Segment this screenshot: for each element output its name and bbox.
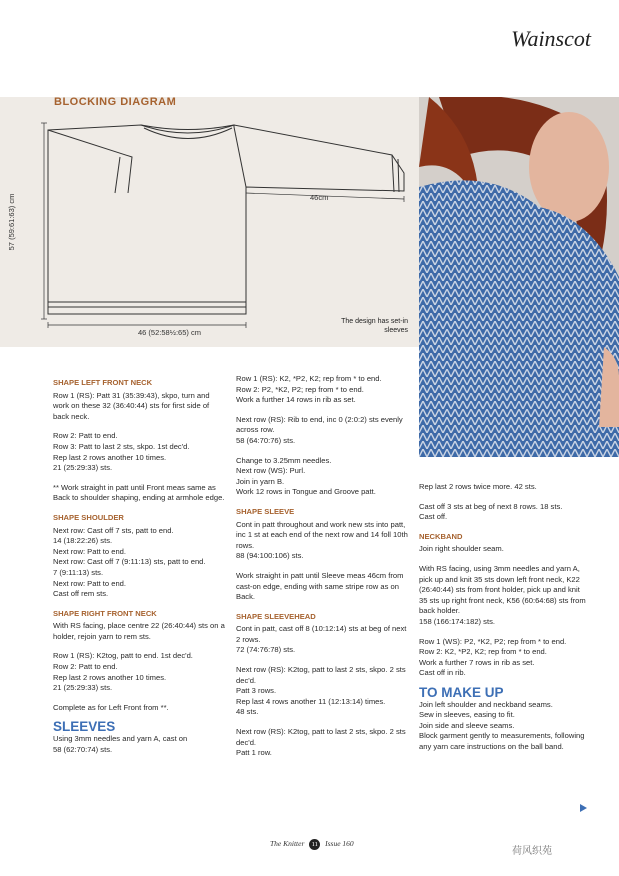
page-number: 11: [309, 839, 320, 850]
instruction-paragraph: Complete as for Left Front from **.: [53, 702, 169, 712]
pattern-title: Wainscot: [511, 26, 591, 51]
instruction-paragraph: Cont in patt throughout and work new sts into patt, inc 1 st at each end of the next row and 14 foll 10th rows. 88 (94:100:106) sts.: [236, 519, 408, 561]
instruction-paragraph: Work straight in patt until Sleeve meas 46cm from cast-on edge, ending with same stripe row as on Back.: [236, 570, 404, 602]
instruction-paragraph: Join left shoulder and neckband seams. Sew in sleeves, easing to fit. Join side and sleeve seams. Block garment gently to measurements, following any yarn care instructions on the ball band.: [419, 699, 585, 751]
magazine-name: The Knitter: [270, 839, 305, 849]
instruction-paragraph: With RS facing, place centre 22 (26:40:44) sts on a holder, rejoin yarn to rem sts.: [53, 621, 225, 641]
continue-arrow-icon: [580, 804, 587, 812]
instruction-paragraph: Change to 3.25mm needles. Next row (WS): Purl. Join in yarn B. Work 12 rows in Tongue and Groove patt.: [236, 455, 376, 497]
section-title: TO MAKE UP: [419, 684, 504, 700]
model-photo: [419, 97, 619, 457]
section-heading: SHAPE LEFT FRONT NECK: [53, 378, 153, 387]
instruction-paragraph: Row 1 (RS): Patt 31 (35:39:43), skpo, turn and work on these 32 (36:40:44) sts for first side of back neck.: [53, 390, 210, 421]
instruction-paragraph: Next row (RS): K2tog, patt to last 2 sts, skpo. 2 sts dec'd. Patt 1 row.: [236, 727, 406, 758]
instruction-paragraph: Rep last 2 rows twice more. 42 sts.: [419, 482, 537, 491]
watermark: 荷风织苑: [512, 846, 552, 857]
instructions-column-1: [53, 372, 225, 764]
section-heading: NECKBAND: [419, 531, 463, 541]
issue-number: Issue 160: [325, 839, 354, 849]
instruction-paragraph: Row 1 (RS): K2tog, patt to end. 1st dec'd. Row 2: Patt to end. Rep last 2 rows another 10 times. 21 (25:29:33) sts.: [53, 651, 193, 693]
instruction-paragraph: With RS facing, using 3mm needles and yarn A, pick up and knit 35 sts down left front neck, K22 (26:40:44) sts from front holder, pick up and knit 35 sts up right front neck, K56 (60:64:68) sts from back holder. 158 (166:174:182) sts.: [419, 563, 586, 626]
blocking-diagram-heading: BLOCKING DIAGRAM: [54, 96, 177, 108]
instruction-paragraph: Cont in patt, cast off 8 (10:12:14) sts at beg of next 2 rows. 72 (74:76:78) sts.: [236, 624, 407, 655]
section-title: SLEEVES: [53, 719, 116, 735]
section-heading: SHAPE SLEEVEHEAD: [236, 611, 316, 621]
instruction-paragraph: Next row (RS): Rib to end, inc 0 (2:0:2) sts evenly across row. 58 (64:70:76) sts.: [236, 414, 403, 445]
instructions-column-2: [236, 374, 411, 768]
instruction-paragraph: Next row: Cast off 7 sts, patt to end. 14 (18:22:26) sts. Next row: Patt to end. Next row: Cast off 7 (9:11:13) sts, patt to end. 7 (9:11:13) sts. Next row: Patt to end. Cast off rem sts.: [53, 525, 206, 599]
instruction-paragraph: Row 1 (RS): K2, *P2, K2; rep from * to end. Row 2: P2, *K2, P2; rep from * to end. Work a further 14 rows in rib as set.: [236, 374, 382, 405]
section-heading: SHAPE SLEEVE: [236, 506, 295, 516]
sweater-schematic: [0, 97, 419, 347]
instruction-paragraph: Row 2: Patt to end. Row 3: Patt to last 2 sts, skpo. 1st dec'd. Rep last 2 rows another 10 times. 21 (25:29:33) sts.: [53, 431, 190, 473]
set-in-sleeves-note: The design has set-in sleeves: [341, 318, 408, 334]
instruction-paragraph: Join right shoulder seam.: [419, 544, 504, 554]
instruction-paragraph: Using 3mm needles and yarn A, cast on 58 (62:70:74) sts.: [53, 734, 188, 754]
section-heading: SHAPE RIGHT FRONT NECK: [53, 608, 157, 618]
page-footer: [270, 839, 354, 850]
body-width-label: 46 (52:58½:65) cm: [138, 328, 201, 337]
instruction-paragraph: Cast off 3 sts at beg of next 8 rows. 18 sts. Cast off.: [419, 501, 563, 522]
instructions-column-3: [419, 482, 589, 761]
instruction-paragraph: ** Work straight in patt until Front meas same as Back to shoulder shaping, ending at armhole edge.: [53, 482, 225, 503]
body-length-label: 57 (59:61:63) cm: [7, 193, 16, 251]
section-heading: SHAPE SHOULDER: [53, 512, 124, 522]
instruction-paragraph: Row 1 (WS): P2, *K2, P2; rep from * to end. Row 2: K2, *P2, K2; rep from * to end. Work a further 7 rows in rib as set. Cast off in rib.: [419, 636, 567, 678]
sleeve-length-label: 46cm: [310, 193, 329, 202]
instruction-paragraph: Next row (RS): K2tog, patt to last 2 sts, skpo. 2 sts dec'd. Patt 3 rows. Rep last 4 rows another 11 (12:13:14) times. 48 sts.: [236, 665, 406, 717]
